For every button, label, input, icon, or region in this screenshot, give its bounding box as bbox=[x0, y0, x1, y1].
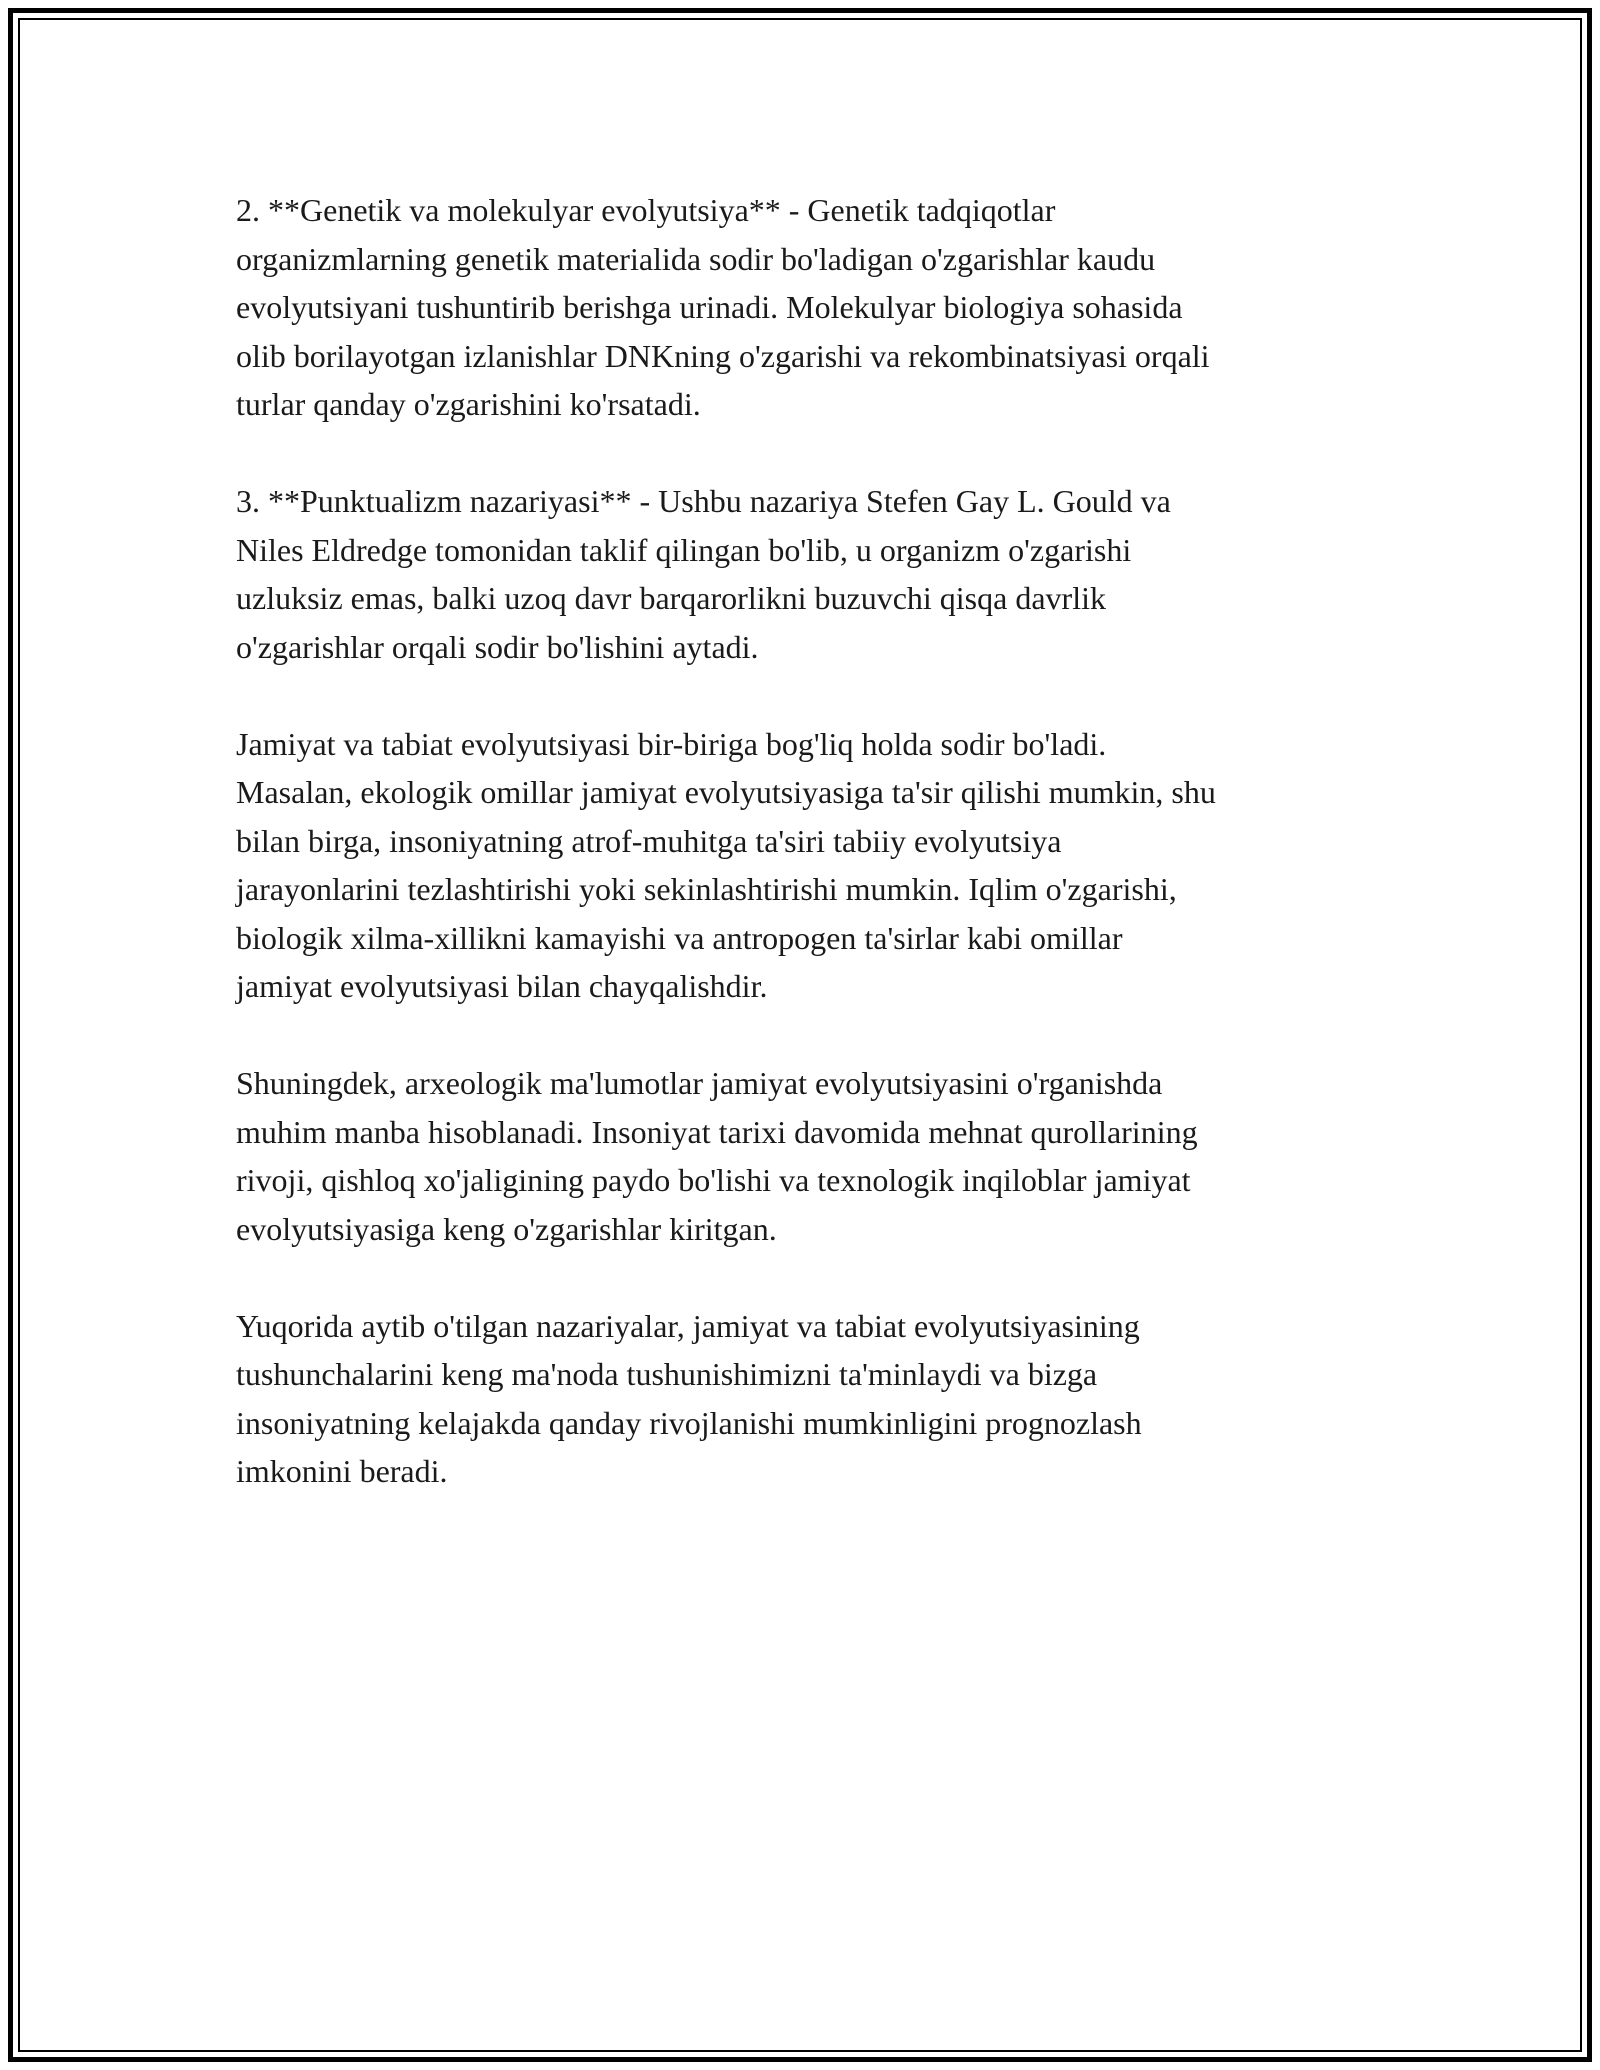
paragraph-archaeological-data: Shuningdek, arxeologik ma'lumotlar jamiyat evolyutsiyasini o'rganishda muhim manba hisoblanadi. Insoniyat tarixi davomida mehnat qurollarining rivoji, qishloq xo'jaligining paydo bo'lishi va texnologik inqiloblar jamiyat evolyutsiyasiga keng o'zgarishlar kiritgan. bbox=[236, 1065, 1198, 1247]
paragraph-conclusion: Yuqorida aytib o'tilgan nazariyalar, jamiyat va tabiat evolyutsiyasining tushunchalarini keng ma'noda tushunishimizni ta'minlaydi va bizga insoniyatning kelajakda qanday rivojlanishi mumkinligini prognozlash imkonini beradi. bbox=[236, 1307, 1142, 1489]
paragraph-society-nature-interrelation: Jamiyat va tabiat evolyutsiyasi bir-biriga bog'liq holda sodir bo'ladi. Masalan, ekologik omillar jamiyat evolyutsiyasiga ta'sir qilishi mumkin, shu bilan birga, insoniyatning atrof-muhitga ta'siri tabiiy evolyutsiya jarayonlarini tezlashtirishi yoki sekinlashtirishi mumkin. Iqlim o'zgarishi, biologik xilma-xillikni kamayishi va antropogen ta'sirlar kabi omillar jamiyat evolyutsiyasi bilan chayqalishdir. bbox=[236, 725, 1216, 1004]
paragraph-genetic-molecular-evolution: 2. **Genetik va molekulyar evolyutsiya** - Genetik tadqiqotlar organizmlarning genetik materialida sodir bo'ladigan o'zgarishlar kaudu evolyutsiyani tushuntirib berishga urinadi. Molekulyar biologiya sohasida olib borilayotgan izlanishlar DNKning o'zgarishi va rekombinatsiyasi orqali turlar qanday o'zgarishini ko'rsatadi. bbox=[236, 192, 1210, 422]
document-body bbox=[236, 186, 1376, 1544]
paragraph-punctualism-theory: 3. **Punktualizm nazariyasi** - Ushbu nazariya Stefen Gay L. Gould va Niles Eldredge tomonidan taklif qilingan bo'lib, u organizm o'zgarishi uzluksiz emas, balki uzoq davr barqarorlikni buzuvchi qisqa davrlik o'zgarishlar orqali sodir bo'lishini aytadi. bbox=[236, 483, 1171, 665]
